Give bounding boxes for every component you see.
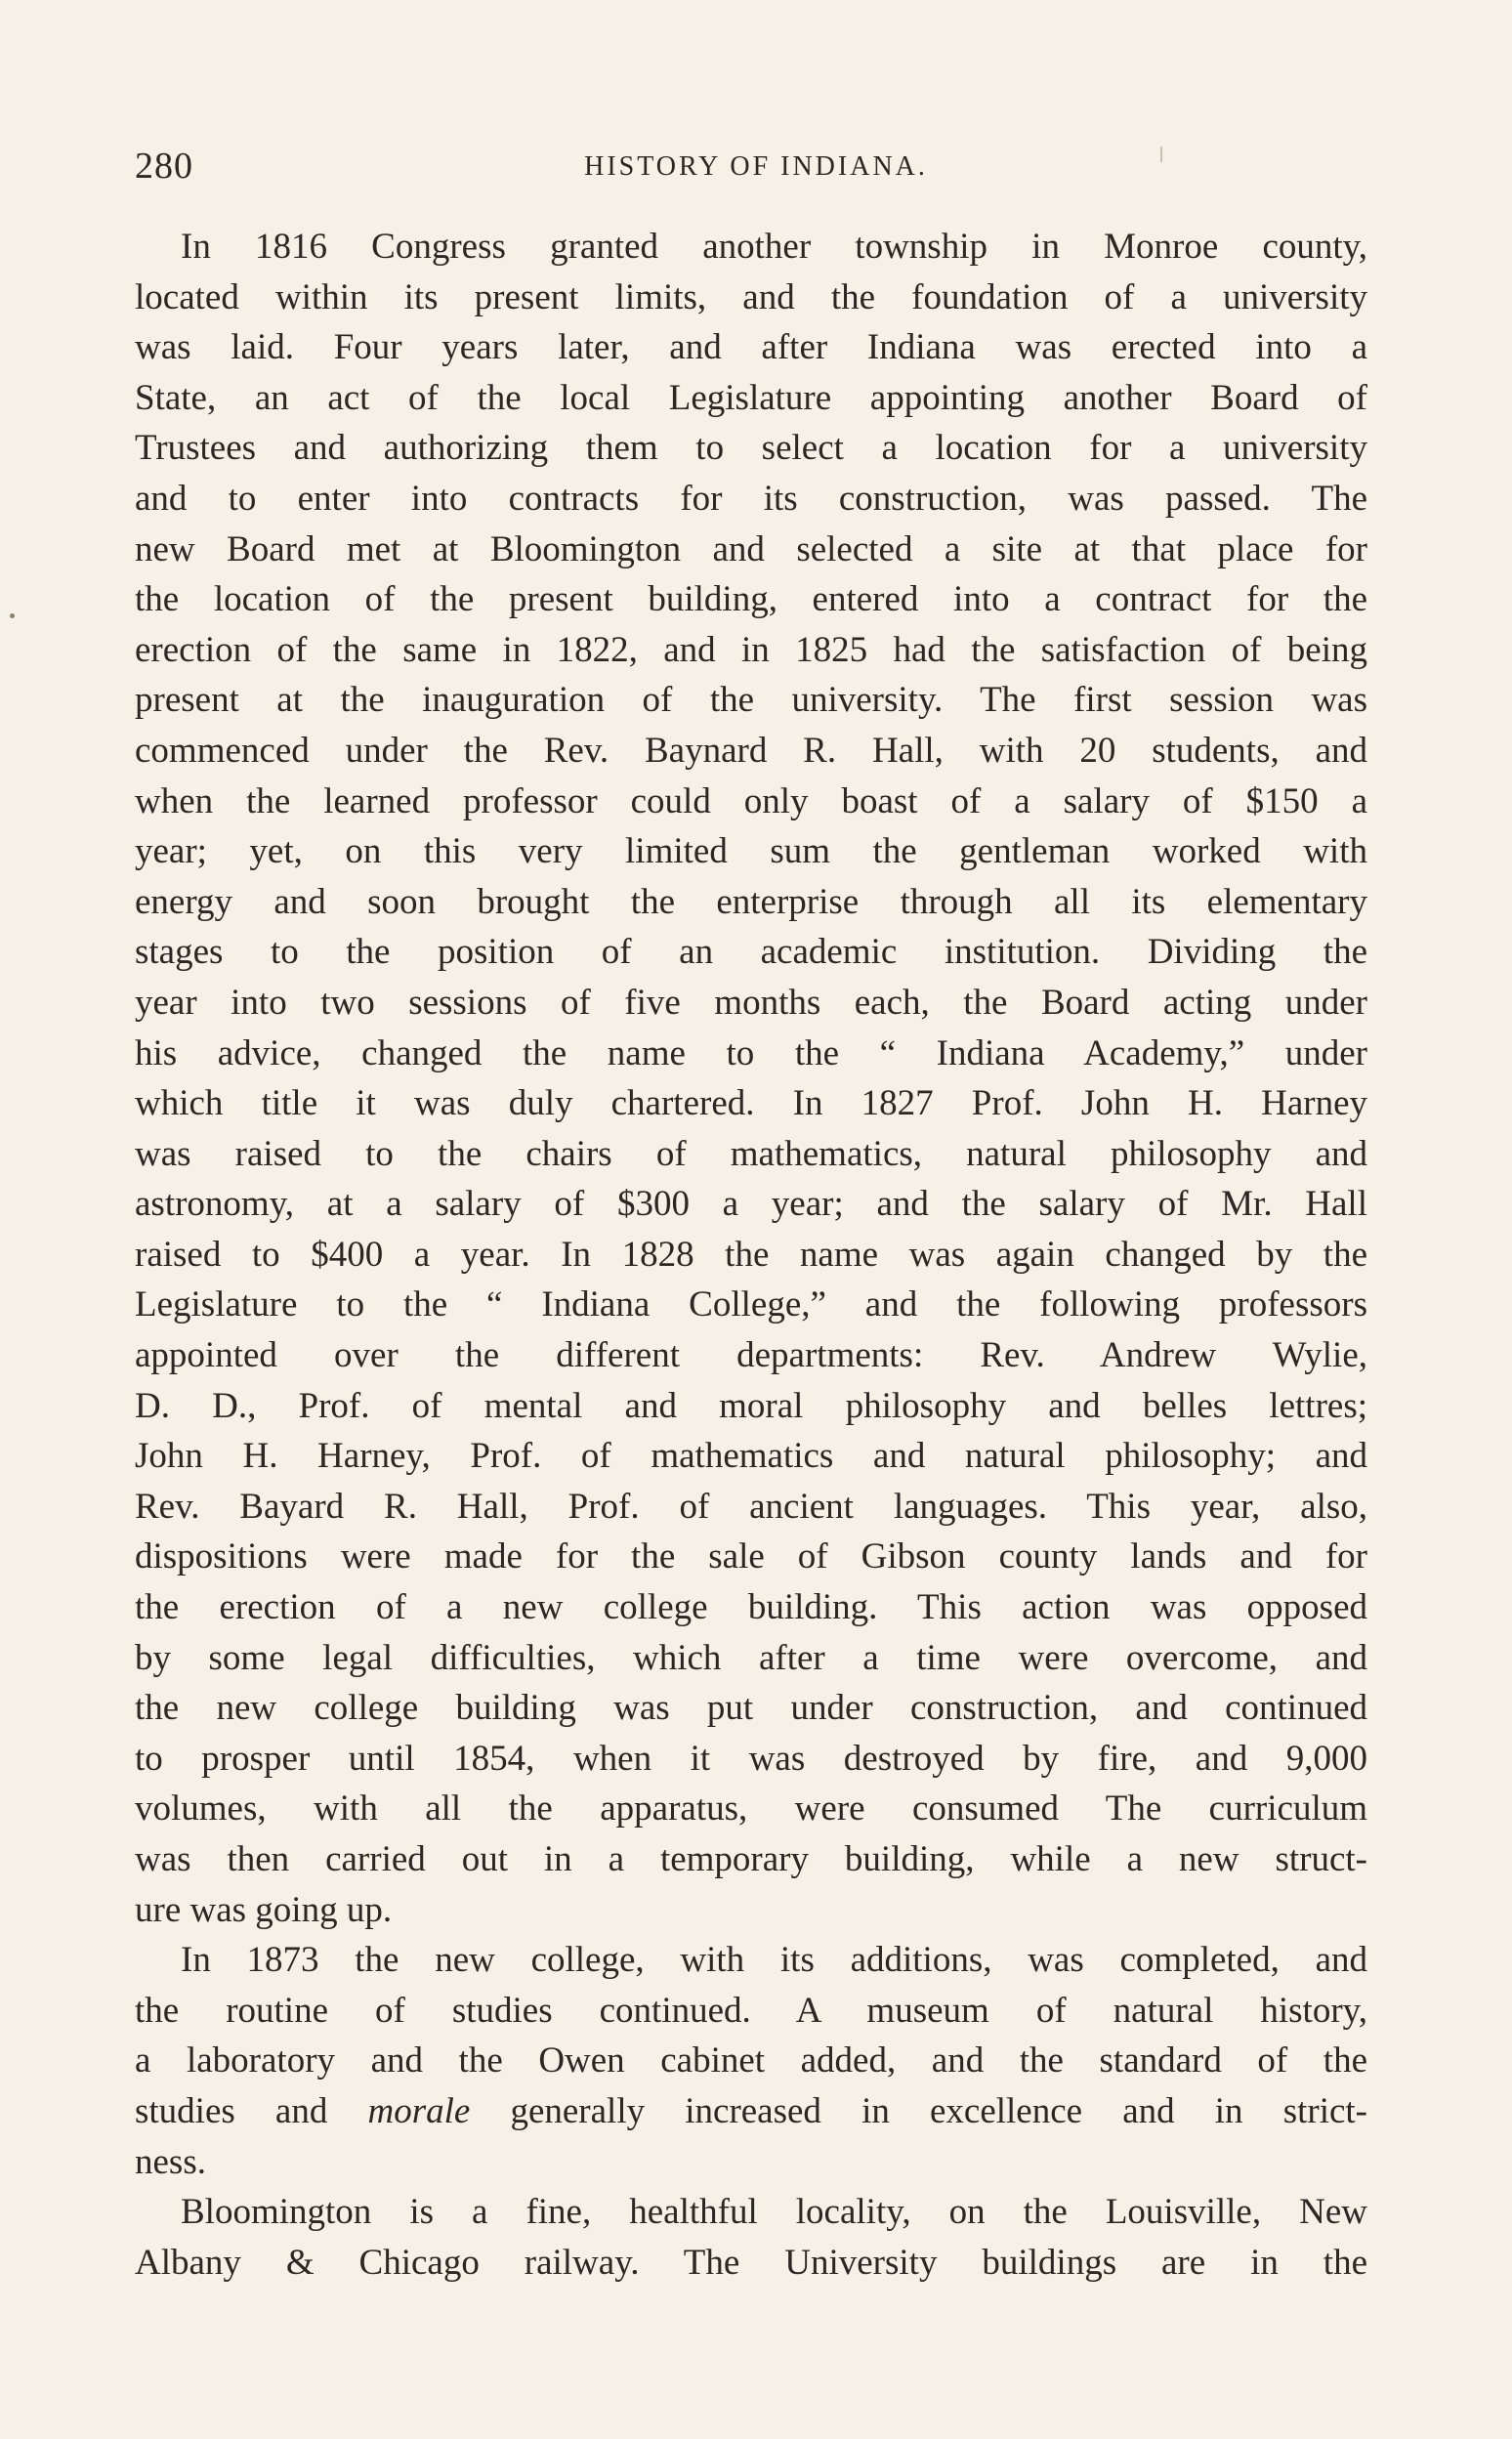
text-line: commenced under the Rev. Baynard R. Hall, with 20 students, and xyxy=(135,730,1367,771)
text-line: a laboratory and the Owen cabinet added, and the standard of the xyxy=(135,2040,1367,2082)
text-line: the new college building was put under construction, and continued xyxy=(135,1688,1367,1729)
text-line: John H. Harney, Prof. of mathematics and natural philosophy; and xyxy=(135,1436,1367,1477)
body-text xyxy=(135,222,1367,2288)
text-line: energy and soon brought the enterprise through all its elementary xyxy=(135,881,1367,922)
text-line: located within its present limits, and the foundation of a university xyxy=(135,276,1367,317)
text-line: astronomy, at a salary of $300 a year; and the salary of Mr. Hall xyxy=(135,1184,1367,1225)
text-line: year; yet, on this very limited sum the gentleman worked with xyxy=(135,831,1367,872)
text-line: In 1873 the new college, with its additions, was completed, and xyxy=(181,1940,1367,1981)
text-line: was laid. Four years later, and after Indiana was erected into a xyxy=(135,327,1367,368)
running-head: HISTORY OF INDIANA. xyxy=(584,151,928,182)
text-line: the erection of a new college building. This action was opposed xyxy=(135,1587,1367,1628)
text-line: by some legal difficulties, which after a time were overcome, and xyxy=(135,1637,1367,1678)
text-line: when the learned professor could only boast of a salary of $150 a xyxy=(135,780,1367,821)
text-line: D. D., Prof. of mental and moral philosophy and belles lettres; xyxy=(135,1385,1367,1426)
page-header xyxy=(135,142,1367,190)
paragraph-2 xyxy=(135,1935,1367,2187)
text-line: raised to $400 a year. In 1828 the name was again changed by the xyxy=(135,1234,1367,1275)
text-run: generally increased in excellence and in strict- xyxy=(470,2090,1368,2131)
text-line: Legislature to the “ Indiana College,” and the following professors xyxy=(135,1284,1367,1325)
text-line: volumes, with all the apparatus, were consumed The curriculum xyxy=(135,1788,1367,1829)
text-line: the location of the present building, entered into a contract for the xyxy=(135,579,1367,620)
text-line: his advice, changed the name to the “ Indiana Academy,” under xyxy=(135,1032,1367,1073)
text-line: new Board met at Bloomington and selected a site at that place for xyxy=(135,528,1367,569)
text-line: year into two sessions of five months each, the Board acting under xyxy=(135,982,1367,1023)
text-line: Bloomington is a fine, healthful locality, on the Louisville, New xyxy=(181,2192,1367,2233)
text-run: studies and xyxy=(135,2090,368,2131)
text-line: to prosper until 1854, when it was destroyed by fire, and 9,000 xyxy=(135,1738,1367,1779)
text-line: dispositions were made for the sale of Gibson county lands and for xyxy=(135,1536,1367,1577)
text-line: In 1816 Congress granted another township in Monroe county, xyxy=(181,227,1367,267)
text-line: State, an act of the local Legislature appointing another Board of xyxy=(135,377,1367,418)
paragraph-3 xyxy=(135,2187,1367,2288)
text-line: ness. xyxy=(135,2141,206,2182)
text-line: was then carried out in a temporary building, while a new struct- xyxy=(135,1839,1367,1879)
paper-speck xyxy=(10,613,15,618)
text-line: appointed over the different departments: Rev. Andrew Wylie, xyxy=(135,1335,1367,1376)
italic-word: morale xyxy=(367,2090,471,2131)
page-number: 280 xyxy=(135,146,193,187)
text-line: stages to the position of an academic institution. Dividing the xyxy=(135,932,1367,973)
text-line: which title it was duly chartered. In 1827 Prof. John H. Harney xyxy=(135,1083,1367,1124)
text-line: Trustees and authorizing them to select a location for a university xyxy=(135,428,1367,469)
text-line: and to enter into contracts for its construction, was passed. The xyxy=(135,478,1367,519)
text-line: the routine of studies continued. A museum of natural history, xyxy=(135,1990,1367,2031)
text-line: erection of the same in 1822, and in 1825 had the satisfaction of being xyxy=(135,629,1367,670)
text-line: present at the inauguration of the university. The first session was xyxy=(135,680,1367,721)
text-line xyxy=(135,2086,1367,2137)
text-line: ure was going up. xyxy=(135,1889,393,1930)
text-line: Rev. Bayard R. Hall, Prof. of ancient languages. This year, also, xyxy=(135,1486,1367,1527)
paragraph-1 xyxy=(135,222,1367,1935)
text-line: Albany & Chicago railway. The University buildings are in the xyxy=(135,2242,1367,2283)
text-line: was raised to the chairs of mathematics, natural philosophy and xyxy=(135,1133,1367,1174)
